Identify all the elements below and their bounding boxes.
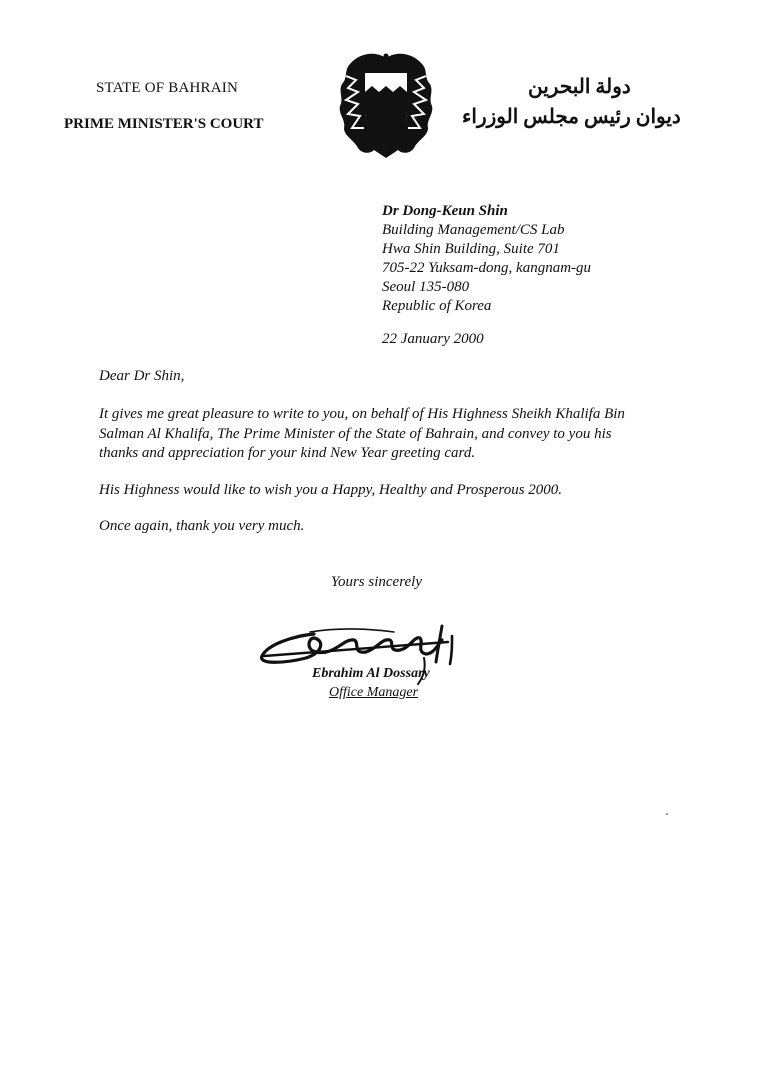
paragraph-line: His Highness would like to wish you a Happy, Healthy and Prosperous 2000.: [99, 482, 563, 498]
body-paragraph: [99, 405, 699, 464]
prime-ministers-court-heading: PRIME MINISTER'S COURT: [64, 116, 264, 132]
paragraph-line: thanks and appreciation for your kind New Year greeting card.: [99, 445, 476, 461]
bahrain-emblem-icon: [336, 48, 436, 160]
body-paragraph: [99, 517, 699, 537]
state-of-bahrain-heading: STATE OF BAHRAIN: [96, 80, 239, 96]
recipient-address-block: [382, 202, 591, 316]
arabic-state-name: دولة البحرين: [528, 76, 631, 98]
paragraph-line: It gives me great pleasure to write to you, on behalf of His Highness Sheikh Khalifa Bin: [99, 406, 625, 422]
body-paragraph: [99, 481, 699, 501]
signer-name: Ebrahim Al Dossary: [312, 666, 430, 681]
scan-speck: [666, 813, 668, 815]
letter-date: 22 January 2000: [382, 331, 484, 347]
address-line: Hwa Shin Building, Suite 701: [382, 241, 560, 257]
address-line: 705-22 Yuksam-dong, kangnam-gu: [382, 260, 592, 276]
closing: Yours sincerely: [331, 574, 422, 590]
address-line: Republic of Korea: [382, 298, 492, 314]
arabic-court-name: ديوان رئيس مجلس الوزراء: [462, 106, 681, 128]
address-line: Building Management/CS Lab: [382, 222, 565, 238]
salutation: Dear Dr Shin,: [99, 368, 185, 384]
paragraph-line: Salman Al Khalifa, The Prime Minister of the State of Bahrain, and convey to you his: [99, 425, 612, 442]
recipient-name: Dr Dong-Keun Shin: [382, 203, 508, 219]
signer-title: Office Manager: [329, 685, 419, 700]
address-line: Seoul 135-080: [382, 279, 470, 295]
paragraph-line: Once again, thank you very much.: [99, 518, 305, 534]
